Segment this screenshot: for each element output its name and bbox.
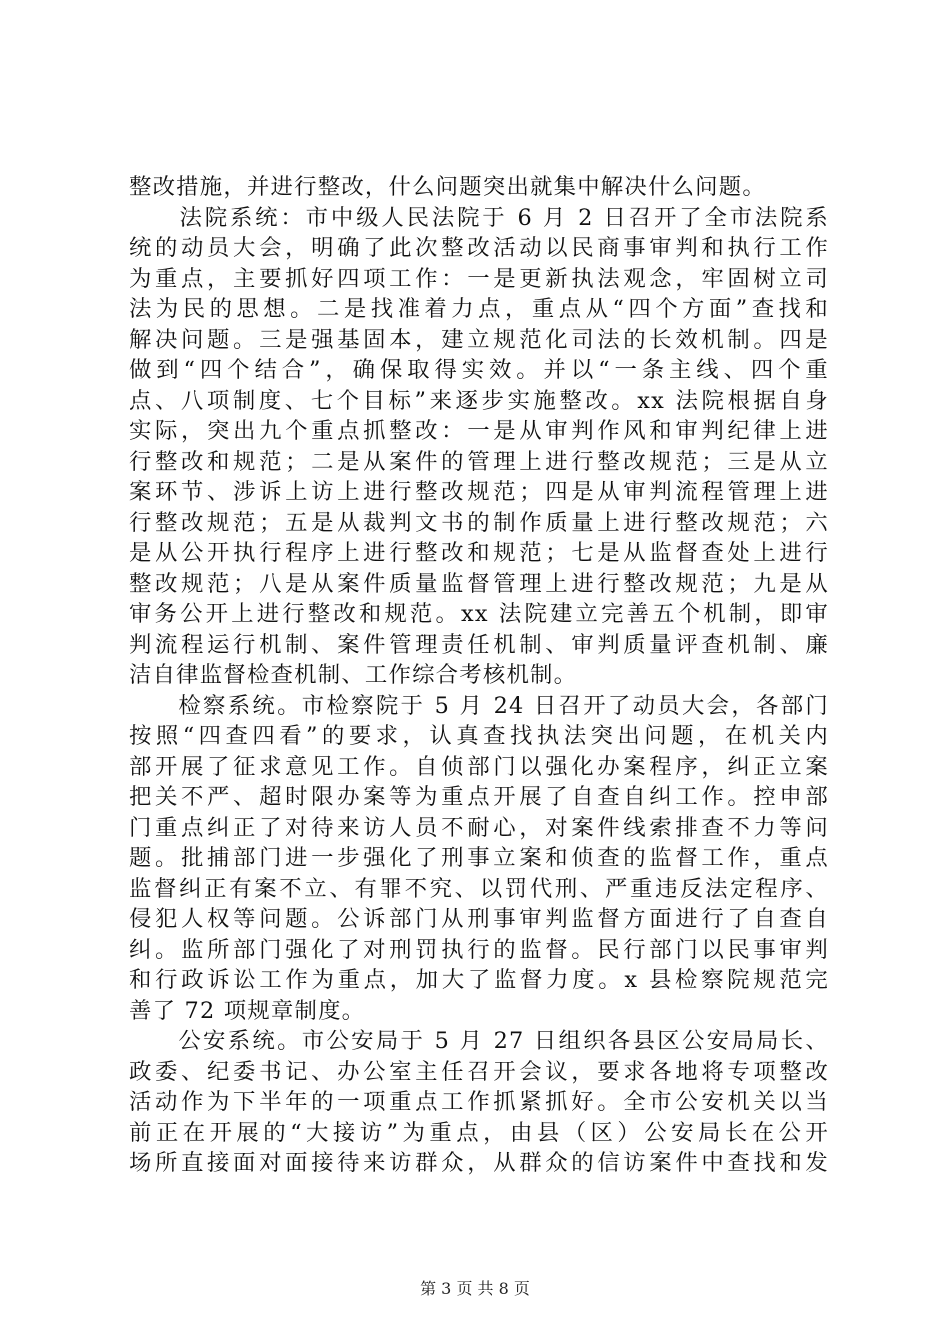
document-body [129, 172, 829, 1179]
text-line: 善了 72 项规章制度。 [129, 997, 366, 1024]
text-line: 监督纠正有案不立、有罪不究、以罚代刑、严重违反法定程序、 [129, 875, 829, 902]
text-line: 部开展了征求意见工作。自侦部门以强化办案程序，纠正立案 [129, 753, 829, 780]
text-line: 洁自律监督检查机制、工作综合考核机制。 [129, 662, 578, 688]
text-line: 题。批捕部门进一步强化了刑事立案和侦查的监督工作，重点 [129, 845, 829, 871]
text-line: 侵犯人权等问题。公诉部门从刑事审判监督方面进行了自查自 [129, 906, 829, 932]
text-line: 审务公开上进行整改和规范。xx 法院建立完善五个机制，即审 [129, 601, 829, 627]
text-line: 公安系统。市公安局于 5 月 27 日组织各县区公安局局长、 [129, 1028, 829, 1054]
text-line: 政委、纪委书记、办公室主任召开会议，要求各地将专项整改 [129, 1058, 829, 1085]
text-line: 把关不严、超时限办案等为重点开展了自查自纠工作。控申部 [129, 784, 829, 810]
text-line: 按照“四查四看”的要求，认真查找执法突出问题，在机关内 [129, 723, 829, 749]
text-line: 行整改规范；五是从裁判文书的制作质量上进行整改规范；六 [129, 509, 829, 536]
text-line: 活动作为下半年的一项重点工作抓紧抓好。全市公安机关以当 [129, 1089, 829, 1115]
text-line: 前正在开展的“大接访”为重点，由县（区）公安局长在公开 [129, 1119, 829, 1146]
text-line: 案环节、涉诉上访上进行整改规范；四是从审判流程管理上进 [129, 479, 829, 505]
text-line: 判流程运行机制、案件管理责任机制、审判质量评查机制、廉 [129, 631, 829, 658]
text-line: 实际，突出九个重点抓整改：一是从审判作风和审判纪律上进 [129, 418, 829, 444]
text-line: 法院系统：市中级人民法院于 6 月 2 日召开了全市法院系 [129, 204, 829, 231]
text-line: 检察系统。市检察院于 5 月 24 日召开了动员大会，各部门 [129, 692, 829, 719]
text-line: 是从公开执行程序上进行整改和规范；七是从监督查处上进行 [129, 540, 829, 566]
text-line: 整改措施，并进行整改，什么问题突出就集中解决什么问题。 [129, 174, 766, 200]
text-line: 行整改和规范；二是从案件的管理上进行整改规范；三是从立 [129, 448, 829, 475]
text-line: 整改规范；八是从案件质量监督管理上进行整改规范；九是从 [129, 570, 829, 597]
text-line: 法为民的思想。二是找准着力点，重点从“四个方面”查找和 [129, 296, 829, 322]
text-line: 门重点纠正了对待来访人员不耐心，对案件线索排查不力等问 [129, 814, 829, 841]
text-line: 点、八项制度、七个目标”来逐步实施整改。xx 法院根据自身 [129, 387, 829, 414]
text-line: 为重点，主要抓好四项工作：一是更新执法观念，牢固树立司 [129, 265, 829, 292]
text-line: 解决问题。三是强基固本，建立规范化司法的长效机制。四是 [129, 326, 829, 353]
page-footer: 第 3 页 共 8 页 [420, 1279, 530, 1298]
text-line: 做到“四个结合”，确保取得实效。并以“一条主线、四个重 [129, 357, 829, 383]
text-line: 纠。监所部门强化了对刑罚执行的监督。民行部门以民事审判 [129, 936, 829, 963]
text-line: 和行政诉讼工作为重点，加大了监督力度。x 县检察院规范完 [129, 967, 829, 993]
text-line: 统的动员大会，明确了此次整改活动以民商事审判和执行工作 [129, 235, 829, 261]
text-line: 场所直接面对面接待来访群众，从群众的信访案件中查找和发 [129, 1150, 829, 1176]
